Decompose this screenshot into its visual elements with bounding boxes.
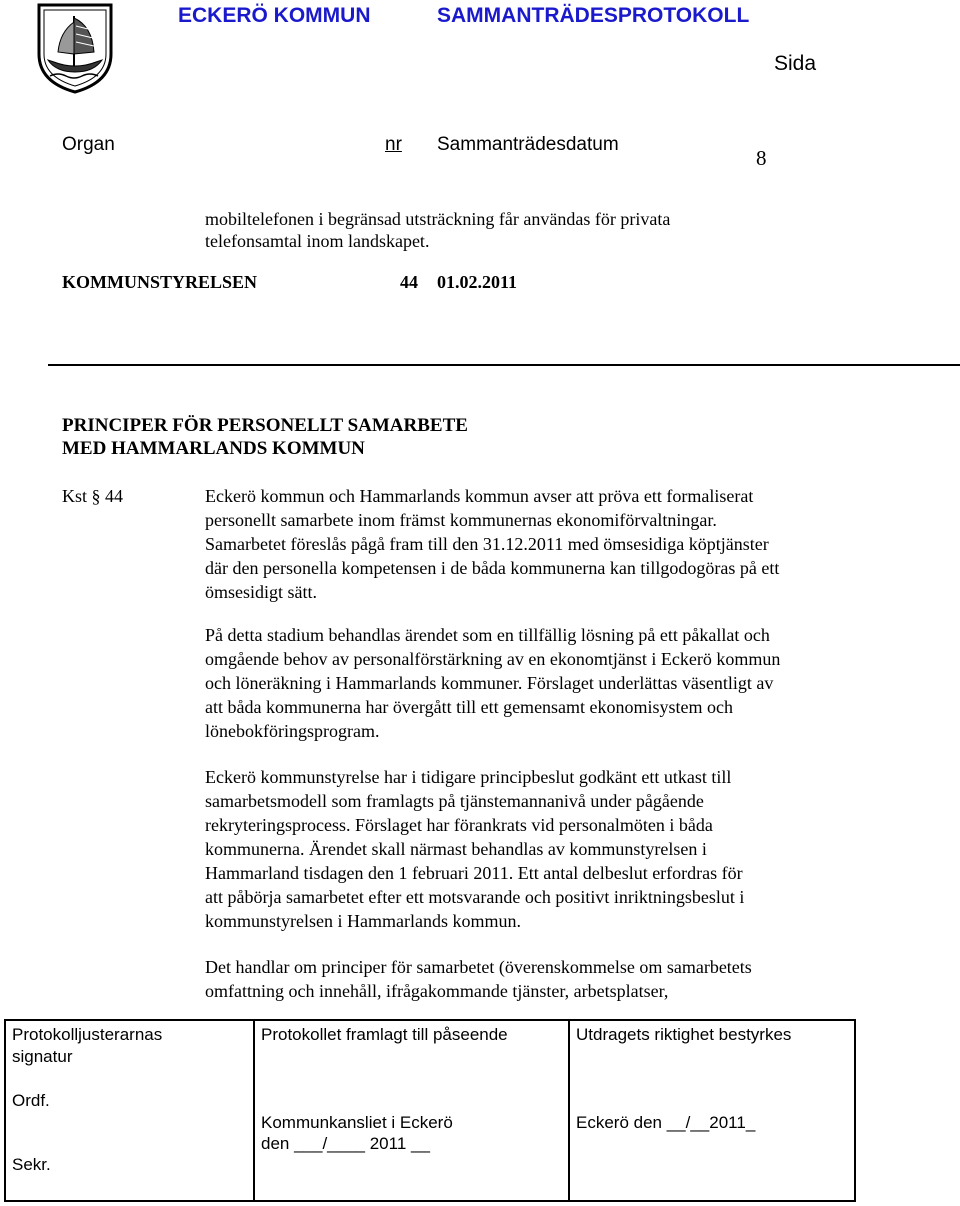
carryover-line: telefonsamtal inom landskapet. [205,231,430,251]
paragraph-line: Det handlar om principer för samarbetet (överenskommelse om samarbetets [205,957,752,977]
section-title [62,414,468,460]
paragraph-line: Samarbetet föreslås pågå fram till den 31.12.2011 med ömsesidiga köptjänster [205,534,769,554]
paragraph-line: att påbörja samarbetet efter ett motsvarande och positivt inriktningsbeslut i [205,887,745,907]
meeting-number: 44 [400,272,418,292]
paragraph [205,955,885,1003]
meeting-date-label: Sammanträdesdatum [437,134,619,155]
paragraph-line: personellt samarbete inom främst kommunernas ekonomiförvaltningar. [205,510,717,530]
paragraph-line: kommunstyrelsen i Hammarlands kommun. [205,911,521,931]
section-title-line: MED HAMMARLANDS KOMMUN [62,438,365,459]
justifiers-heading-2: signatur [12,1047,73,1066]
section-title-line: PRINCIPER FÖR PERSONELLT SAMARBETE [62,415,468,436]
paragraph-line: samarbetsmodell som framlagts på tjänstemannanivå under pågående [205,791,704,811]
paragraph-line: lönebokföringsprogram. [205,721,380,741]
justifiers-heading: Protokolljusterarnas [12,1025,163,1044]
paragraph-line: kommunerna. Ärendet skall närmast behandlas av kommunstyrelsen i [205,839,707,859]
paragraph-line: På detta stadium behandlas ärendet som en tillfällig lösning på ett påkallat och [205,625,770,645]
paragraph-line: ömsesidigt sätt. [205,582,317,602]
paragraph [205,484,885,604]
signature-cell-justifiers [5,1020,254,1201]
carryover-text [205,208,845,252]
paragraph-line: Hammarland tisdagen den 1 februari 2011. Ett antal delbeslut erfordras för [205,863,743,883]
page-number: 8 [756,146,767,170]
certified-date: Eckerö den __/__2011_ [576,1113,756,1132]
municipality-coat-of-arms-logo [36,2,114,94]
signature-table [4,1019,856,1202]
nr-label: nr [385,134,402,155]
meeting-date: 01.02.2011 [437,272,518,292]
paragraph [205,765,885,933]
paragraph [205,623,885,743]
paragraph-line: Eckerö kommun och Hammarlands kommun avser att pröva ett formaliserat [205,486,754,506]
posted-heading: Protokollet framlagt till påseende [261,1025,508,1044]
municipality-name: ECKERÖ KOMMUN [178,4,371,27]
paragraph-line: Eckerö kommunstyrelse har i tidigare principbeslut godkänt ett utkast till [205,767,732,787]
chair-label: Ordf. [12,1091,50,1110]
posted-location: Kommunkansliet i Eckerö [261,1113,453,1132]
paragraph-line: att båda kommunerna har övergått till ett gemensamt ekonomisystem och [205,697,734,717]
paragraph-line: rekryteringsprocess. Förslaget har förankrats vid personalmöten i båda [205,815,713,835]
signature-cell-certified [569,1020,855,1201]
carryover-line: mobiltelefonen i begränsad utsträckning får användas för privata [205,209,671,229]
certified-heading: Utdragets riktighet bestyrkes [576,1025,792,1044]
secretary-label: Sekr. [12,1155,51,1174]
organ-name: KOMMUNSTYRELSEN [62,272,258,292]
paragraph-line: där den personella kompetensen i de båda kommunerna kan tillgodogöras på ett [205,558,780,578]
paragraph-line: omgående behov av personalförstärkning av en ekonomtjänst i Eckerö kommun [205,649,781,669]
header-divider [48,364,960,366]
section-reference: Kst § 44 [62,486,124,506]
document-type: SAMMANTRÄDESPROTOKOLL [437,4,750,27]
posted-date: den ___/____ 2011 __ [261,1134,430,1153]
paragraph-line: omfattning och innehåll, ifrågakommande tjänster, arbetsplatser, [205,981,669,1001]
paragraph-line: och löneräkning i Hammarlands kommuner. Förslaget underlättas väsentligt av [205,673,774,693]
signature-cell-posted [254,1020,569,1201]
organ-label: Organ [62,134,115,155]
page-label: Sida [774,52,817,75]
